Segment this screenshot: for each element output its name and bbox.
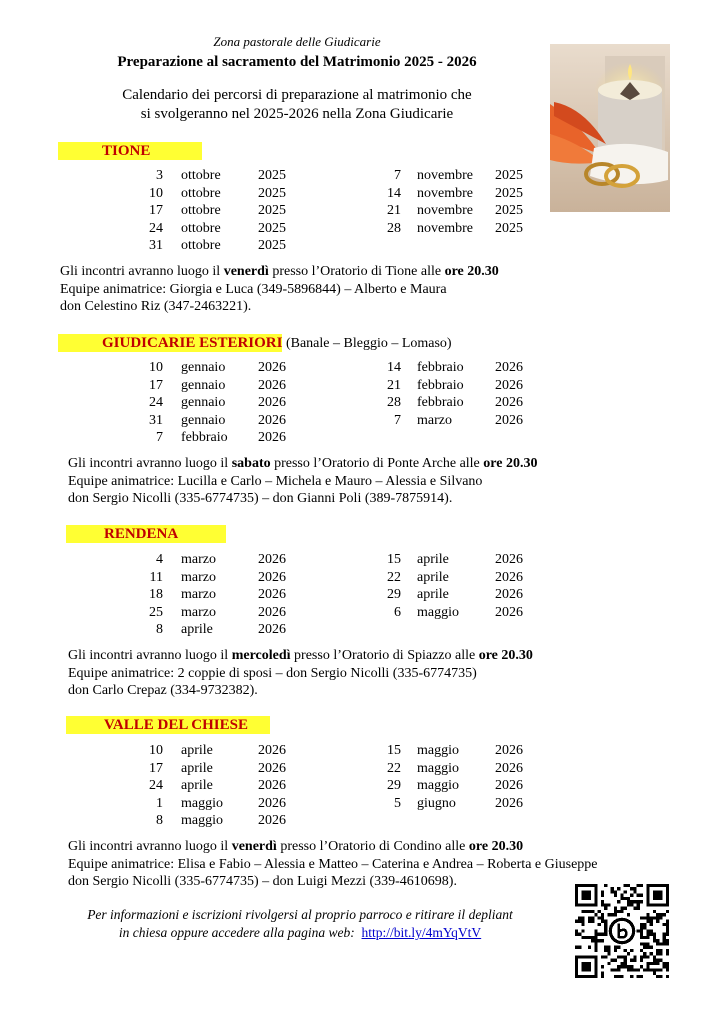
subtitle-line-2: si svolgeranno nel 2025-2026 nella Zona Giudicarie: [140, 106, 454, 122]
footer-line-2-text: in chiesa oppure accedere alla pagina web:: [118, 925, 355, 940]
giudicarie-date-row: [133, 394, 313, 412]
date-day: 10: [149, 743, 163, 758]
date-day: 8: [156, 622, 163, 637]
section-valle-title: VALLE DEL CHIESE: [66, 716, 270, 734]
giudicarie-info-mid: presso l’Oratorio di Ponte Arche alle: [270, 456, 484, 471]
rendena-info-mid: presso l’Oratorio di Spiazzo alle: [290, 648, 479, 663]
date-month: maggio: [181, 813, 223, 828]
section-giudicarie-title: GIUDICARIE ESTERIORI: [58, 334, 282, 352]
date-day: 10: [149, 185, 163, 201]
date-month: febbraio: [181, 430, 228, 445]
tione-info-pre: Gli incontri avranno luogo il: [60, 264, 224, 279]
date-day: 6: [394, 604, 401, 620]
date-month: aprile: [417, 587, 449, 602]
footer-line-1: Per informazioni e iscrizioni rivolgersi al proprio parroco e ritirare il depliant: [87, 907, 513, 922]
date-month: ottobre: [181, 168, 221, 183]
date-year: 2026: [495, 587, 523, 602]
date-day: 5: [394, 795, 401, 811]
section-giudicarie-header: [58, 334, 452, 352]
date-month: ottobre: [181, 220, 221, 236]
valle-info-line: [68, 838, 598, 856]
date-year: 2026: [258, 412, 286, 428]
date-day: 1: [156, 795, 163, 811]
date-month: ottobre: [181, 203, 221, 218]
date-month: febbraio: [417, 395, 464, 410]
date-year: 2026: [258, 760, 286, 776]
date-year: 2025: [495, 185, 523, 201]
valle-date-row: [371, 795, 551, 813]
web-link[interactable]: http://bit.ly/4mYqVtV: [361, 925, 482, 940]
date-year: 2026: [258, 795, 286, 811]
date-month: aprile: [417, 569, 449, 585]
date-year: 2026: [258, 743, 286, 758]
date-day: 17: [149, 203, 163, 218]
giudicarie-date-row: [371, 359, 551, 377]
tione-time: ore 20.30: [444, 264, 499, 279]
rendena-equipe-1: Equipe animatrice: 2 coppie di sposi – don Sergio Nicolli (335-6774735): [68, 665, 477, 681]
section-tione-title: TIONE: [58, 142, 202, 160]
tione-dates-right: [371, 167, 551, 237]
date-day: 29: [387, 778, 401, 793]
valle-date-row: [133, 777, 313, 795]
valle-info-mid: presso l’Oratorio di Condino alle: [276, 839, 469, 854]
date-month: maggio: [417, 778, 459, 793]
date-year: 2026: [258, 778, 286, 793]
rendena-info: [68, 647, 533, 700]
date-year: 2026: [495, 377, 523, 393]
rendena-date-row: [133, 586, 313, 604]
valle-date-row: [133, 812, 313, 830]
giudicarie-date-row: [371, 377, 551, 395]
giudicarie-date-row: [133, 377, 313, 395]
date-month: novembre: [417, 220, 473, 236]
date-month: aprile: [181, 778, 213, 793]
date-year: 2026: [258, 377, 286, 393]
date-year: 2025: [258, 220, 286, 236]
tione-date-row: [371, 185, 551, 203]
date-year: 2026: [258, 360, 286, 375]
valle-date-row: [371, 742, 551, 760]
date-month: maggio: [417, 760, 459, 776]
date-day: 24: [149, 778, 163, 793]
valle-equipe-1: Equipe animatrice: Elisa e Fabio – Alessia e Matteo – Caterina e Andrea – Roberta e Giuseppe: [68, 856, 598, 872]
date-year: 2026: [258, 813, 286, 828]
giudicarie-dates-left: [133, 359, 313, 447]
date-year: 2025: [258, 203, 286, 218]
valle-date-row: [133, 795, 313, 813]
date-day: 17: [149, 377, 163, 393]
date-month: ottobre: [181, 185, 221, 201]
date-day: 31: [149, 238, 163, 253]
date-day: 14: [387, 360, 401, 375]
date-year: 2026: [495, 743, 523, 758]
date-month: aprile: [417, 552, 449, 567]
valle-equipe-2: don Sergio Nicolli (335-6774735) – don Luigi Mezzi (339-4610698).: [68, 874, 457, 889]
valle-info-pre: Gli incontri avranno luogo il: [68, 839, 232, 854]
date-day: 10: [149, 360, 163, 375]
date-month: novembre: [417, 168, 473, 183]
date-year: 2026: [495, 569, 523, 585]
giudicarie-date-row: [133, 412, 313, 430]
date-day: 28: [387, 220, 401, 236]
tione-info-line: [60, 263, 499, 281]
date-year: 2025: [258, 168, 286, 183]
tione-day: venerdì: [223, 264, 269, 279]
date-year: 2026: [258, 395, 286, 410]
rendena-info-pre: Gli incontri avranno luogo il: [68, 648, 232, 663]
tione-dates-left: [133, 167, 313, 255]
date-year: 2025: [495, 168, 523, 183]
date-day: 7: [156, 430, 163, 445]
giudicarie-time: ore 20.30: [483, 456, 538, 471]
date-day: 24: [149, 395, 163, 410]
date-month: aprile: [181, 622, 213, 637]
date-day: 21: [387, 203, 401, 218]
tione-date-row: [133, 202, 313, 220]
rendena-date-row: [133, 551, 313, 569]
date-day: 14: [387, 185, 401, 201]
date-day: 15: [387, 743, 401, 758]
date-month: maggio: [417, 743, 459, 758]
date-year: 2026: [258, 552, 286, 567]
tione-date-row: [371, 167, 551, 185]
date-day: 22: [387, 760, 401, 776]
tione-date-row: [371, 202, 551, 220]
valle-date-row: [133, 742, 313, 760]
date-day: 15: [387, 552, 401, 567]
date-year: 2025: [258, 185, 286, 201]
date-year: 2026: [258, 430, 286, 445]
giudicarie-dates-right: [371, 359, 551, 429]
footer-info: [40, 906, 560, 942]
tione-info: [60, 263, 499, 316]
date-day: 11: [149, 569, 163, 585]
date-day: 28: [387, 395, 401, 410]
date-year: 2025: [258, 238, 286, 253]
date-year: 2026: [495, 795, 523, 811]
date-day: 21: [387, 377, 401, 393]
tione-date-row: [133, 167, 313, 185]
date-year: 2026: [495, 412, 523, 428]
rendena-info-line: [68, 647, 533, 665]
date-day: 8: [156, 813, 163, 828]
date-month: marzo: [181, 569, 216, 585]
page-title: Preparazione al sacramento del Matrimonio 2025 - 2026: [117, 54, 477, 70]
valle-time: ore 20.30: [468, 839, 524, 854]
date-month: marzo: [181, 604, 216, 620]
giudicarie-info-pre: Gli incontri avranno luogo il: [68, 456, 232, 471]
date-year: 2026: [258, 604, 286, 620]
date-day: 31: [149, 412, 163, 428]
giudicarie-equipe-2: don Sergio Nicolli (335-6774735) – don Gianni Poli (389-7875914).: [68, 491, 453, 506]
date-day: 24: [149, 220, 163, 236]
date-month: novembre: [417, 185, 473, 201]
date-day: 17: [149, 760, 163, 776]
rendena-date-row: [371, 586, 551, 604]
rendena-date-row: [133, 621, 313, 639]
date-day: 4: [156, 552, 163, 567]
date-month: aprile: [181, 760, 213, 776]
valle-info: [68, 838, 598, 891]
date-month: giugno: [417, 795, 456, 811]
page-subtitle: [0, 86, 594, 124]
subtitle-line-1: Calendario dei percorsi di preparazione al matrimonio che: [122, 87, 472, 103]
valle-date-row: [133, 760, 313, 778]
date-day: 3: [156, 168, 163, 183]
date-day: 7: [394, 168, 401, 183]
date-year: 2026: [258, 569, 286, 585]
footer-line-2: [40, 924, 560, 942]
date-year: 2026: [258, 587, 286, 602]
date-year: 2026: [258, 622, 286, 637]
zone-label: Zona pastorale delle Giudicarie: [213, 34, 381, 49]
rendena-equipe-2: don Carlo Crepaz (334-9732382).: [68, 683, 258, 698]
tione-date-row: [133, 237, 313, 255]
date-year: 2026: [495, 395, 523, 410]
tione-equipe-2: don Celestino Riz (347-2463221).: [60, 299, 252, 314]
date-month: marzo: [417, 412, 452, 428]
date-month: gennaio: [181, 360, 226, 375]
rendena-date-row: [133, 569, 313, 587]
giudicarie-info: [68, 455, 537, 508]
date-month: gennaio: [181, 395, 226, 410]
date-year: 2026: [495, 604, 523, 620]
date-year: 2026: [495, 360, 523, 375]
rendena-date-row: [371, 551, 551, 569]
giudicarie-info-line: [68, 455, 537, 473]
giudicarie-date-row: [371, 394, 551, 412]
tione-info-mid: presso l’Oratorio di Tione alle: [268, 264, 445, 279]
date-month: febbraio: [417, 377, 464, 393]
section-rendena-title: RENDENA: [66, 525, 226, 543]
rendena-time: ore 20.30: [478, 648, 533, 663]
rendena-dates-right: [371, 551, 551, 621]
date-day: 25: [149, 604, 163, 620]
date-month: aprile: [181, 743, 213, 758]
rendena-day: mercoledì: [231, 648, 291, 663]
tione-date-row: [371, 220, 551, 238]
date-year: 2025: [495, 203, 523, 218]
giudicarie-date-row: [133, 359, 313, 377]
giudicarie-equipe-1: Equipe animatrice: Lucilla e Carlo – Michela e Mauro – Alessia e Silvano: [68, 473, 483, 489]
valle-date-row: [371, 777, 551, 795]
giudicarie-day: sabato: [231, 456, 271, 471]
date-month: marzo: [181, 587, 216, 602]
rendena-dates-left: [133, 551, 313, 639]
date-year: 2025: [495, 220, 523, 236]
date-day: 22: [387, 569, 401, 585]
qr-code[interactable]: [575, 884, 669, 978]
date-month: novembre: [417, 203, 473, 218]
date-day: 18: [149, 587, 163, 602]
tione-date-row: [133, 185, 313, 203]
date-day: 7: [394, 412, 401, 428]
valle-day: venerdì: [231, 839, 277, 854]
date-month: gennaio: [181, 412, 226, 428]
giudicarie-date-row: [371, 412, 551, 430]
date-year: 2026: [495, 552, 523, 567]
section-giudicarie-extra: (Banale – Bleggio – Lomaso): [282, 336, 452, 351]
date-year: 2026: [495, 760, 523, 776]
date-day: 29: [387, 587, 401, 602]
date-year: 2026: [495, 778, 523, 793]
date-month: ottobre: [181, 238, 221, 253]
valle-dates-left: [133, 742, 313, 830]
rendena-date-row: [371, 604, 551, 622]
date-month: maggio: [417, 604, 459, 620]
rendena-date-row: [133, 604, 313, 622]
valle-dates-right: [371, 742, 551, 812]
valle-date-row: [371, 760, 551, 778]
tione-date-row: [133, 220, 313, 238]
candle-rings-photo: [550, 44, 670, 212]
giudicarie-date-row: [133, 429, 313, 447]
tione-equipe-1: Equipe animatrice: Giorgia e Luca (349-5896844) – Alberto e Maura: [60, 281, 447, 297]
date-month: gennaio: [181, 377, 226, 393]
date-month: febbraio: [417, 360, 464, 375]
date-month: maggio: [181, 795, 223, 811]
rendena-date-row: [371, 569, 551, 587]
date-month: marzo: [181, 552, 216, 567]
